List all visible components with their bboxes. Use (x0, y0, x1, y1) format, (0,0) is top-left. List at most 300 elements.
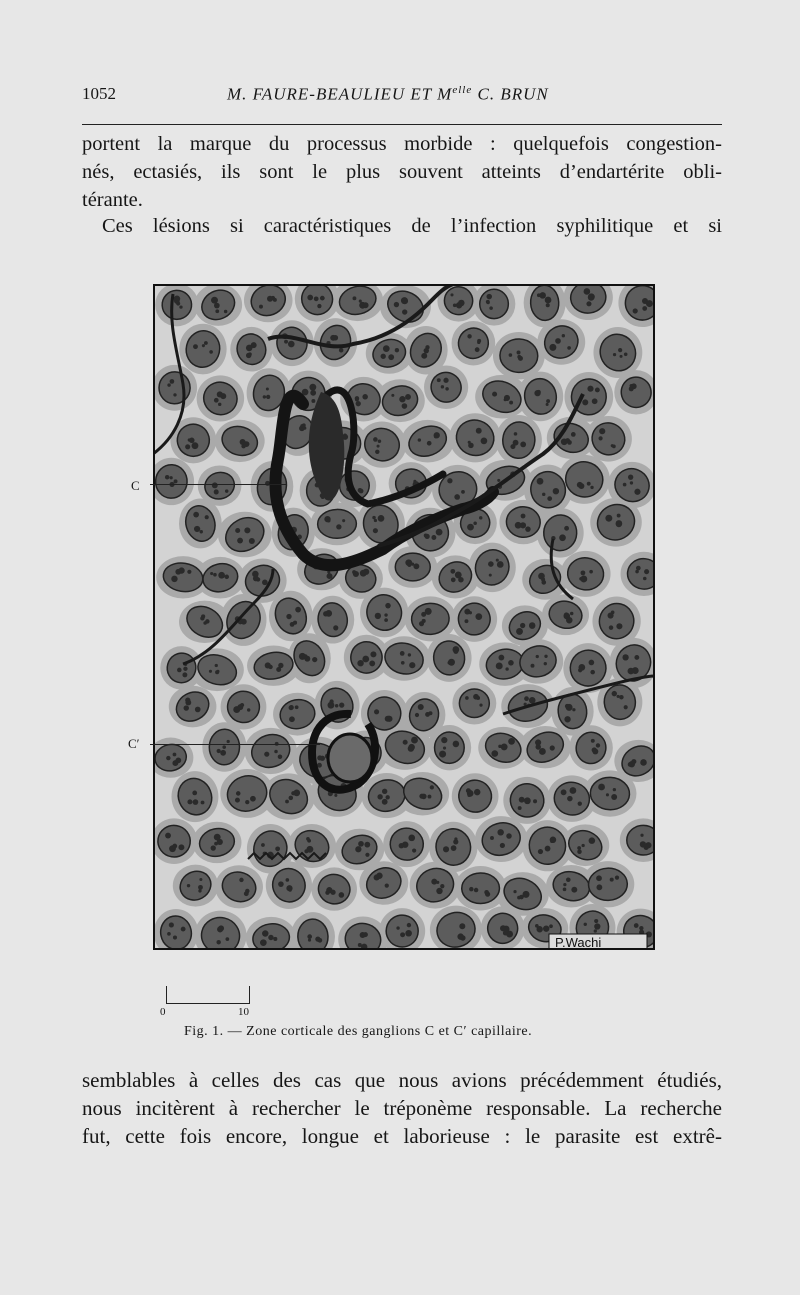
chromatin-dot (546, 399, 550, 403)
chromatin-dot (202, 344, 205, 347)
chromatin-dot (469, 611, 472, 614)
chromatin-dot (291, 791, 295, 795)
chromatin-dot (407, 563, 411, 567)
chromatin-dot (203, 621, 207, 625)
chromatin-dot (278, 754, 283, 759)
chromatin-dot (594, 919, 598, 923)
chromatin-dot (465, 619, 469, 623)
chromatin-dot (489, 306, 493, 310)
chromatin-dot (385, 795, 389, 799)
scale-bar (166, 986, 250, 1004)
chromatin-dot (402, 403, 408, 409)
chromatin-dot (399, 396, 405, 402)
chromatin-dot (181, 927, 186, 932)
chromatin-dot (564, 526, 569, 531)
chromatin-dot (268, 935, 273, 940)
chromatin-dot (634, 655, 639, 660)
chromatin-dot (498, 745, 501, 748)
chromatin-dot (500, 843, 505, 848)
chromatin-dot (497, 561, 504, 568)
chromatin-dot (273, 937, 277, 941)
chromatin-dot (166, 756, 170, 760)
chromatin-dot (513, 890, 516, 893)
chromatin-dot (172, 760, 178, 766)
chromatin-dot (508, 738, 515, 745)
chromatin-dot (477, 339, 481, 343)
chromatin-dot (192, 791, 197, 796)
chromatin-dot (235, 798, 240, 803)
chromatin-dot (615, 876, 619, 880)
chromatin-dot (624, 352, 628, 356)
chromatin-dot (249, 538, 255, 544)
chromatin-dot (566, 877, 571, 882)
chromatin-dot (374, 519, 377, 522)
chromatin-dot (352, 570, 356, 574)
chromatin-dot (596, 884, 602, 890)
chromatin-dot (454, 837, 457, 840)
chromatin-dot (592, 398, 598, 404)
chromatin-dot (577, 846, 581, 850)
chromatin-dot (295, 607, 301, 613)
chromatin-dot (479, 516, 482, 519)
chromatin-dot (455, 572, 462, 579)
chromatin-dot (286, 878, 290, 882)
chromatin-dot (561, 535, 565, 539)
chromatin-dot (474, 888, 478, 892)
chromatin-dot (582, 399, 588, 405)
chromatin-dot (177, 668, 182, 673)
chromatin-dot (307, 934, 312, 939)
chromatin-dot (247, 708, 250, 711)
chromatin-dot (193, 512, 199, 518)
chromatin-dot (374, 709, 379, 714)
chromatin-dot (373, 437, 378, 442)
chromatin-dot (634, 489, 640, 495)
chromatin-dot (486, 294, 491, 299)
chromatin-dot (245, 800, 249, 804)
chromatin-dot (185, 698, 190, 703)
chromatin-dot (474, 789, 480, 795)
chromatin-dot (169, 922, 174, 927)
cell-nucleus (395, 553, 430, 581)
chromatin-dot (359, 300, 362, 303)
chromatin-dot (266, 388, 269, 391)
chromatin-dot (187, 570, 191, 574)
chromatin-dot (402, 298, 408, 304)
chromatin-dot (539, 748, 546, 755)
chromatin-dot (479, 703, 482, 706)
chromatin-dot (544, 662, 547, 665)
chromatin-dot (599, 428, 605, 434)
chromatin-dot (200, 616, 204, 620)
chromatin-dot (182, 672, 187, 677)
chromatin-dot (218, 572, 225, 579)
text-line: Ces lésions si caractéristiques de l’infection syphilitique et si (102, 215, 722, 237)
chromatin-dot (599, 436, 603, 440)
chromatin-dot (412, 848, 416, 852)
chromatin-dot (335, 704, 338, 707)
chromatin-dot (504, 395, 510, 401)
chromatin-dot (183, 667, 187, 671)
chromatin-dot (295, 705, 299, 709)
chromatin-dot (565, 704, 570, 709)
chromatin-dot (217, 391, 223, 397)
chromatin-dot (353, 296, 357, 300)
chromatin-dot (165, 833, 171, 839)
chromatin-dot (437, 378, 441, 382)
chromatin-dot (408, 835, 415, 842)
chromatin-dot (443, 846, 449, 852)
chromatin-dot (616, 623, 622, 629)
chromatin-dot (636, 566, 641, 571)
chromatin-dot (589, 837, 596, 844)
chromatin-dot (619, 695, 624, 700)
chromatin-dot (312, 657, 317, 662)
chromatin-dot (521, 514, 526, 519)
chromatin-dot (605, 515, 612, 522)
chromatin-dot (640, 841, 646, 847)
chromatin-dot (209, 350, 213, 354)
chromatin-dot (214, 842, 218, 846)
chromatin-dot (631, 759, 636, 764)
chromatin-dot (644, 569, 649, 574)
chromatin-dot (318, 938, 323, 943)
chromatin-dot (571, 432, 576, 437)
chromatin-dot (174, 479, 178, 483)
chromatin-dot (365, 853, 369, 857)
chromatin-dot (215, 664, 218, 667)
chromatin-dot (440, 884, 444, 888)
chromatin-dot (525, 526, 530, 531)
chromatin-dot (259, 305, 263, 309)
chromatin-dot (518, 806, 522, 810)
chromatin-dot (246, 345, 253, 352)
chromatin-dot (508, 660, 514, 666)
chromatin-dot (617, 514, 621, 518)
chromatin-dot (225, 489, 228, 492)
page-header (82, 84, 722, 114)
chromatin-dot (195, 707, 201, 713)
chromatin-dot (240, 703, 244, 707)
chromatin-dot (244, 891, 249, 896)
chromatin-dot (563, 888, 567, 892)
chromatin-dot (537, 478, 544, 485)
chromatin-dot (178, 844, 184, 850)
chromatin-dot (210, 572, 213, 575)
chromatin-dot (567, 796, 573, 802)
chromatin-dot (193, 344, 198, 349)
chromatin-dot (275, 846, 280, 851)
chromatin-dot (360, 932, 366, 938)
chromatin-dot (549, 924, 553, 928)
chromatin-dot (505, 667, 508, 670)
cell-nucleus (479, 289, 508, 319)
chromatin-dot (314, 296, 319, 301)
chromatin-dot (419, 794, 424, 799)
chromatin-dot (357, 660, 363, 666)
chromatin-dot (443, 378, 448, 383)
chromatin-dot (520, 623, 525, 628)
chromatin-dot (642, 306, 647, 311)
chromatin-dot (448, 661, 452, 665)
chromatin-dot (179, 305, 182, 308)
chromatin-dot (395, 348, 399, 352)
chromatin-dot (377, 794, 382, 799)
chromatin-dot (517, 351, 521, 355)
chromatin-dot (213, 573, 217, 577)
chromatin-dot (418, 704, 424, 710)
text-line: nés, ectasiés, ils sont le plus souvent atteints d’endartérite obli- (82, 161, 722, 183)
chromatin-dot (634, 923, 639, 928)
chromatin-dot (516, 628, 523, 635)
chromatin-dot (248, 352, 252, 356)
chromatin-dot (198, 889, 201, 892)
chromatin-dot (459, 923, 465, 929)
chromatin-dot (339, 348, 344, 353)
chromatin-dot (262, 930, 268, 936)
chromatin-dot (405, 930, 412, 937)
chromatin-dot (524, 696, 529, 701)
chromatin-dot (564, 716, 570, 722)
label-c-prime: C′ (128, 736, 140, 751)
chromatin-dot (439, 751, 446, 758)
chromatin-dot (531, 664, 535, 668)
chromatin-dot (594, 923, 600, 929)
chromatin-dot (524, 797, 531, 804)
chromatin-dot (375, 450, 379, 454)
chromatin-dot (537, 293, 541, 297)
chromatin-dot (594, 929, 597, 932)
chromatin-dot (396, 926, 399, 929)
chromatin-dot (252, 571, 259, 578)
chromatin-dot (589, 570, 593, 574)
chromatin-dot (323, 611, 328, 616)
running-head (227, 84, 549, 105)
chromatin-dot (220, 750, 226, 756)
chromatin-dot (453, 741, 460, 748)
chromatin-dot (327, 573, 333, 579)
chromatin-dot (222, 745, 226, 749)
chromatin-dot (413, 563, 419, 569)
chromatin-dot (376, 873, 382, 879)
chromatin-dot (411, 737, 418, 744)
artist-signature: P.Wachi (555, 935, 602, 950)
running-head-superscript: elle (452, 84, 473, 96)
chromatin-dot (278, 663, 283, 668)
chromatin-dot (192, 442, 199, 449)
chromatin-dot (475, 347, 480, 352)
chromatin-dot (260, 939, 267, 946)
chromatin-dot (170, 379, 175, 384)
chromatin-dot (385, 884, 389, 888)
chromatin-dot (405, 394, 411, 400)
chromatin-dot (268, 665, 272, 669)
chromatin-dot (622, 654, 628, 660)
chromatin-dot (538, 849, 543, 854)
chromatin-dot (496, 662, 503, 669)
chromatin-dot (620, 355, 623, 358)
chromatin-dot (369, 661, 375, 667)
chromatin-dot (384, 613, 387, 616)
chromatin-dot (375, 613, 381, 619)
text-line: portent la marque du processus morbide : quelquefois congestion- (82, 133, 722, 155)
chromatin-dot (288, 341, 295, 348)
chromatin-dot (577, 482, 583, 488)
paragraph-2 (82, 212, 722, 240)
chromatin-dot (510, 444, 515, 449)
chromatin-dot (411, 563, 414, 566)
chromatin-dot (381, 354, 386, 359)
chromatin-dot (545, 297, 552, 304)
chromatin-dot (492, 392, 497, 397)
chromatin-dot (303, 654, 308, 659)
chromatin-dot (339, 892, 345, 898)
chromatin-dot (549, 344, 556, 351)
chromatin-dot (194, 526, 200, 532)
cell-nucleus (459, 689, 489, 718)
chromatin-dot (401, 661, 405, 665)
chromatin-dot (613, 788, 616, 791)
chromatin-dot (372, 516, 375, 519)
chromatin-dot (612, 691, 617, 696)
chromatin-dot (250, 796, 256, 802)
chromatin-dot (204, 341, 208, 345)
cell-nucleus (461, 873, 499, 904)
chromatin-dot (382, 799, 388, 805)
chromatin-dot (630, 384, 634, 388)
chromatin-dot (632, 667, 639, 674)
chromatin-dot (342, 519, 345, 522)
chromatin-dot (456, 302, 462, 308)
chromatin-dot (467, 793, 471, 797)
chromatin-dot (382, 789, 387, 794)
chromatin-dot (497, 479, 500, 482)
chromatin-dot (566, 617, 572, 623)
chromatin-dot (218, 925, 224, 931)
cell-nucleus (155, 464, 188, 499)
chromatin-dot (546, 403, 549, 406)
chromatin-dot (264, 752, 269, 757)
cell-nucleus (158, 371, 190, 404)
chromatin-dot (428, 795, 432, 799)
chromatin-dot (227, 740, 230, 743)
chromatin-dot (274, 750, 278, 754)
chromatin-dot (425, 534, 430, 539)
running-head-coauthor: C. BRUN (472, 84, 549, 104)
chromatin-dot (567, 440, 572, 445)
chromatin-dot (185, 444, 190, 449)
chromatin-dot (564, 612, 569, 617)
chromatin-dot (465, 696, 469, 700)
chromatin-dot (514, 432, 518, 436)
chromatin-dot (578, 801, 582, 805)
chromatin-dot (491, 750, 498, 757)
chromatin-dot (330, 890, 335, 895)
chromatin-dot (539, 575, 543, 579)
chromatin-dot (333, 625, 338, 630)
chromatin-dot (267, 296, 273, 302)
chromatin-dot (533, 799, 537, 803)
chromatin-dot (289, 796, 294, 801)
chromatin-dot (237, 538, 243, 544)
chromatin-dot (469, 887, 473, 891)
chromatin-dot (509, 353, 513, 357)
chromatin-dot (358, 943, 362, 947)
chromatin-dot (193, 799, 199, 805)
chromatin-dot (618, 348, 622, 352)
chromatin-dot (519, 797, 525, 803)
chromatin-dot (173, 753, 177, 757)
chromatin-dot (633, 308, 638, 313)
chromatin-dot (174, 298, 180, 304)
chromatin-dot (611, 794, 617, 800)
chromatin-dot (388, 354, 394, 360)
chromatin-dot (273, 298, 277, 302)
chromatin-dot (217, 749, 221, 753)
chromatin-dot (286, 614, 291, 619)
cell-nucleus (627, 825, 655, 855)
chromatin-dot (184, 705, 189, 710)
chromatin-dot (320, 756, 325, 761)
chromatin-dot (562, 334, 565, 337)
chromatin-dot (616, 520, 623, 527)
chromatin-dot (235, 528, 240, 533)
chromatin-dot (570, 787, 577, 794)
chromatin-dot (317, 304, 321, 308)
chromatin-dot (501, 743, 508, 750)
chromatin-dot (497, 829, 503, 835)
chromatin-dot (481, 438, 488, 445)
chromatin-dot (385, 716, 391, 722)
chromatin-dot (239, 878, 243, 882)
chromatin-dot (475, 613, 482, 620)
chromatin-dot (409, 662, 415, 668)
chromatin-dot (408, 744, 415, 751)
chromatin-dot (443, 746, 446, 749)
chromatin-dot (642, 298, 648, 304)
chromatin-dot (640, 759, 647, 766)
chromatin-dot (327, 519, 331, 523)
chromatin-dot (519, 895, 524, 900)
chromatin-dot (450, 293, 453, 296)
chromatin-dot (434, 435, 438, 439)
chromatin-dot (468, 441, 471, 444)
chromatin-dot (224, 310, 227, 313)
chromatin-dot (306, 837, 310, 841)
chromatin-dot (403, 740, 408, 745)
chromatin-dot (402, 309, 407, 314)
label-c: C (131, 478, 140, 493)
chromatin-dot (167, 932, 171, 936)
chromatin-dot (336, 524, 341, 529)
chromatin-dot (362, 656, 369, 663)
chromatin-dot (171, 576, 177, 582)
chromatin-dot (445, 387, 448, 390)
chromatin-dot (509, 401, 513, 405)
chromatin-dot (383, 345, 390, 352)
chromatin-dot (473, 522, 477, 526)
chromatin-dot (550, 836, 557, 843)
histology-illustration (153, 284, 655, 950)
chromatin-dot (339, 702, 344, 707)
vessel-c-prime-nucleus (328, 734, 372, 782)
chromatin-dot (384, 618, 388, 622)
chromatin-dot (529, 623, 535, 629)
chromatin-dot (535, 739, 541, 745)
chromatin-dot (588, 293, 595, 300)
chromatin-dot (461, 490, 465, 494)
leader-line-c-prime (150, 744, 320, 745)
